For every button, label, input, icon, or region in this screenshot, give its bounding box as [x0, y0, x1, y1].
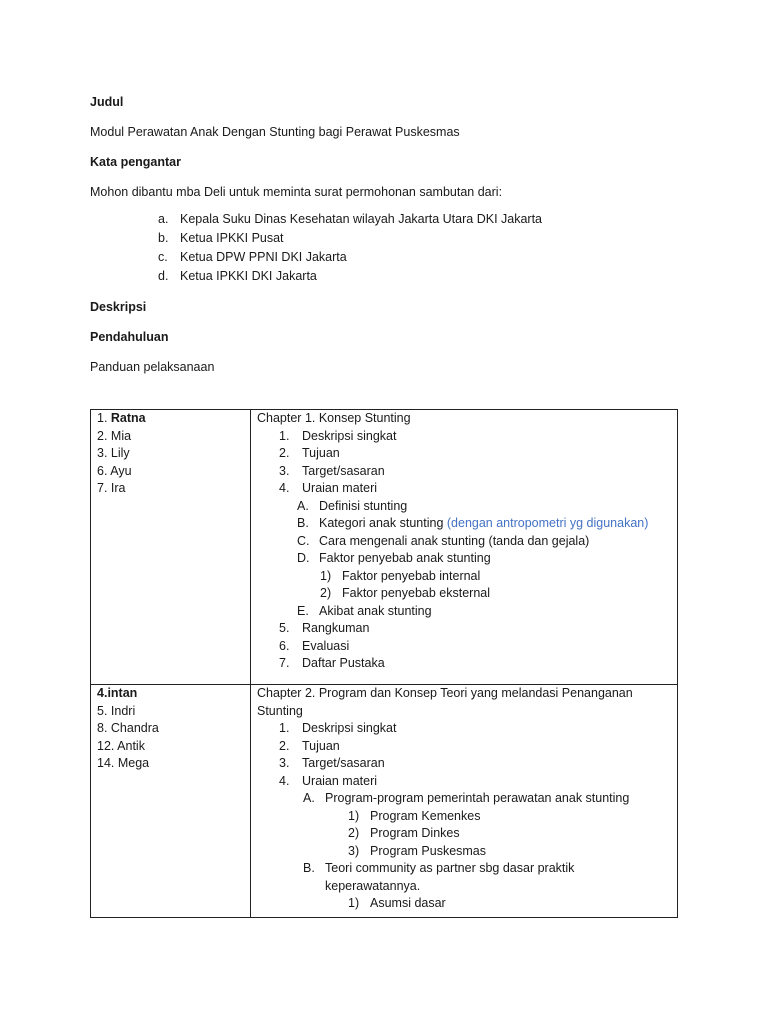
chapter-2-cell [251, 685, 678, 918]
member-name: intan [107, 686, 138, 700]
outline-marker: 3) [348, 843, 360, 858]
outline-item [257, 773, 671, 791]
outline-item [257, 428, 671, 446]
outline-marker: 5. [279, 621, 290, 635]
member-name: Ratna [110, 411, 146, 425]
list-item [90, 210, 680, 229]
outline-marker: 4. [279, 481, 290, 495]
outline-item [257, 638, 671, 656]
outline-text: Daftar Pustaka [302, 656, 385, 670]
outline-item [257, 895, 671, 913]
member-item [97, 445, 244, 463]
chapter-1-cell [251, 410, 678, 685]
kata-pengantar-text: Mohon dibantu mba Deli untuk meminta surat permohonan sambutan dari: [90, 185, 503, 199]
outline-text: Faktor penyebab anak stunting [319, 551, 491, 565]
deskripsi-heading: Deskripsi [90, 300, 147, 314]
outline-marker: 3. [279, 463, 290, 478]
outline-item [257, 463, 671, 481]
outline-marker: 2) [348, 826, 360, 840]
member-name: Chandra [110, 721, 159, 735]
member-name: Mia [110, 428, 132, 443]
table-row [91, 685, 678, 918]
outline-marker: 1) [348, 896, 360, 910]
member-number: 4. [97, 686, 108, 700]
outline-item [257, 755, 671, 773]
outline-text: keperawatannya. [325, 878, 421, 893]
outline-marker: B. [297, 516, 309, 530]
list-item [90, 248, 680, 267]
outline-item [257, 498, 671, 516]
member-name: Ira [110, 481, 126, 495]
list-marker: b. [158, 231, 169, 245]
member-number: 5. [97, 703, 111, 718]
outline-marker: 1. [279, 721, 290, 735]
outline-item [257, 480, 671, 498]
member-number: 12. [97, 738, 118, 753]
member-name: Mega [117, 756, 150, 770]
outline-item [257, 533, 671, 551]
outline-item [257, 738, 671, 756]
member-name: Ayu [110, 463, 132, 478]
outline-marker: E. [297, 603, 309, 618]
member-name: Antik [117, 738, 145, 753]
outline-text: Faktor penyebab internal [342, 568, 481, 583]
outline-text: Program Dinkes [370, 826, 460, 840]
outline-marker: 6. [279, 638, 290, 653]
document-page [90, 94, 680, 918]
member-number: 6. [97, 463, 111, 478]
outline-text: Program-program pemerintah perawatan anak stunting [325, 791, 630, 805]
outline-text: Teori community as partner sbg dasar praktik [325, 861, 575, 875]
chapter-table [90, 409, 678, 918]
outline-marker: A. [303, 791, 315, 805]
outline-item [257, 808, 671, 826]
outline-text: Tujuan [302, 446, 340, 460]
outline-marker: D. [297, 551, 310, 565]
outline-item [257, 790, 671, 808]
outline-text: Asumsi dasar [370, 896, 446, 910]
member-item [97, 410, 244, 428]
outline-text: Kategori anak stunting [319, 516, 447, 530]
outline-item [257, 445, 671, 463]
outline-text: Definisi stunting [319, 498, 408, 513]
member-number: 3. [97, 446, 111, 460]
outline-text: Rangkuman [302, 621, 370, 635]
pendahuluan-heading: Pendahuluan [90, 330, 169, 344]
outline-marker: 1) [320, 568, 332, 583]
outline-item-continued [257, 878, 671, 896]
outline-text: Akibat anak stunting [319, 603, 432, 618]
member-number: 1. [97, 411, 111, 425]
outline-marker: 2) [320, 586, 332, 600]
outline-item [257, 720, 671, 738]
outline-text: Target/sasaran [302, 756, 385, 770]
outline-text: Program Kemenkes [370, 808, 481, 823]
member-number: 7. [97, 481, 111, 495]
outline-text: Tujuan [302, 738, 340, 753]
outline-text: Program Puskesmas [370, 843, 487, 858]
list-marker: c. [158, 250, 168, 264]
list-item [90, 267, 680, 286]
outline-note: (dengan antropometri yg digunakan) [446, 516, 649, 530]
outline-text: Deskripsi singkat [302, 428, 397, 443]
outline-item [257, 860, 671, 878]
chapter-title: Chapter 1. Konsep Stunting [257, 411, 411, 425]
list-item [90, 229, 680, 248]
list-text: Kepala Suku Dinas Kesehatan wilayah Jakarta Utara DKI Jakarta [180, 212, 542, 226]
outline-text: Evaluasi [302, 638, 350, 653]
list-text: Ketua IPKKI DKI Jakarta [180, 269, 317, 283]
member-name: Indri [110, 703, 136, 718]
member-item [97, 755, 244, 773]
outline-item [257, 843, 671, 861]
outline-text: Target/sasaran [302, 463, 385, 478]
outline-marker: C. [297, 533, 310, 548]
team-members-cell [91, 410, 251, 685]
outline-marker: 1. [279, 428, 290, 443]
outline-item [257, 825, 671, 843]
chapter-title: Chapter 2. Program dan Konsep Teori yang melandasi Penanganan [257, 686, 633, 700]
outline-item [257, 550, 671, 568]
list-text: Ketua IPKKI Pusat [180, 231, 284, 245]
member-item [97, 463, 244, 481]
outline-text: Uraian materi [302, 481, 378, 495]
panduan-text: Panduan pelaksanaan [90, 360, 215, 374]
outline-marker: A. [297, 498, 309, 513]
member-name: Lily [110, 446, 130, 460]
member-number: 14. [97, 756, 118, 770]
outline-item [257, 655, 671, 673]
judul-text: Modul Perawatan Anak Dengan Stunting bagi Perawat Puskesmas [90, 125, 460, 139]
member-number: 2. [97, 428, 111, 443]
outline-item [257, 585, 671, 603]
outline-marker: B. [303, 861, 315, 875]
outline-text: Cara mengenali anak stunting (tanda dan gejala) [319, 533, 590, 548]
outline-marker: 1) [348, 808, 360, 823]
recipient-list [90, 210, 680, 286]
list-marker: a. [158, 212, 169, 226]
member-item [97, 428, 244, 446]
team-members-cell [91, 685, 251, 918]
outline-marker: 2. [279, 738, 290, 753]
outline-item [257, 515, 671, 533]
outline-text: Uraian materi [302, 773, 378, 788]
outline-item [257, 603, 671, 621]
outline-marker: 4. [279, 773, 290, 788]
outline-item [257, 568, 671, 586]
outline-marker: 3. [279, 756, 290, 770]
outline-item [257, 620, 671, 638]
kata-pengantar-heading: Kata pengantar [90, 155, 181, 169]
member-item [97, 480, 244, 498]
outline-marker: 7. [279, 656, 290, 670]
member-item [97, 685, 244, 703]
outline-text: Deskripsi singkat [302, 721, 397, 735]
outline-text: Faktor penyebab eksternal [342, 586, 491, 600]
member-item [97, 703, 244, 721]
outline-marker: 2. [279, 446, 290, 460]
member-number: 8. [97, 721, 111, 735]
chapter-title-continued: Stunting [257, 703, 303, 718]
list-text: Ketua DPW PPNI DKI Jakarta [180, 250, 347, 264]
table-row [91, 410, 678, 685]
member-item [97, 720, 244, 738]
member-item [97, 738, 244, 756]
list-marker: d. [158, 269, 169, 283]
judul-heading: Judul [90, 95, 124, 109]
